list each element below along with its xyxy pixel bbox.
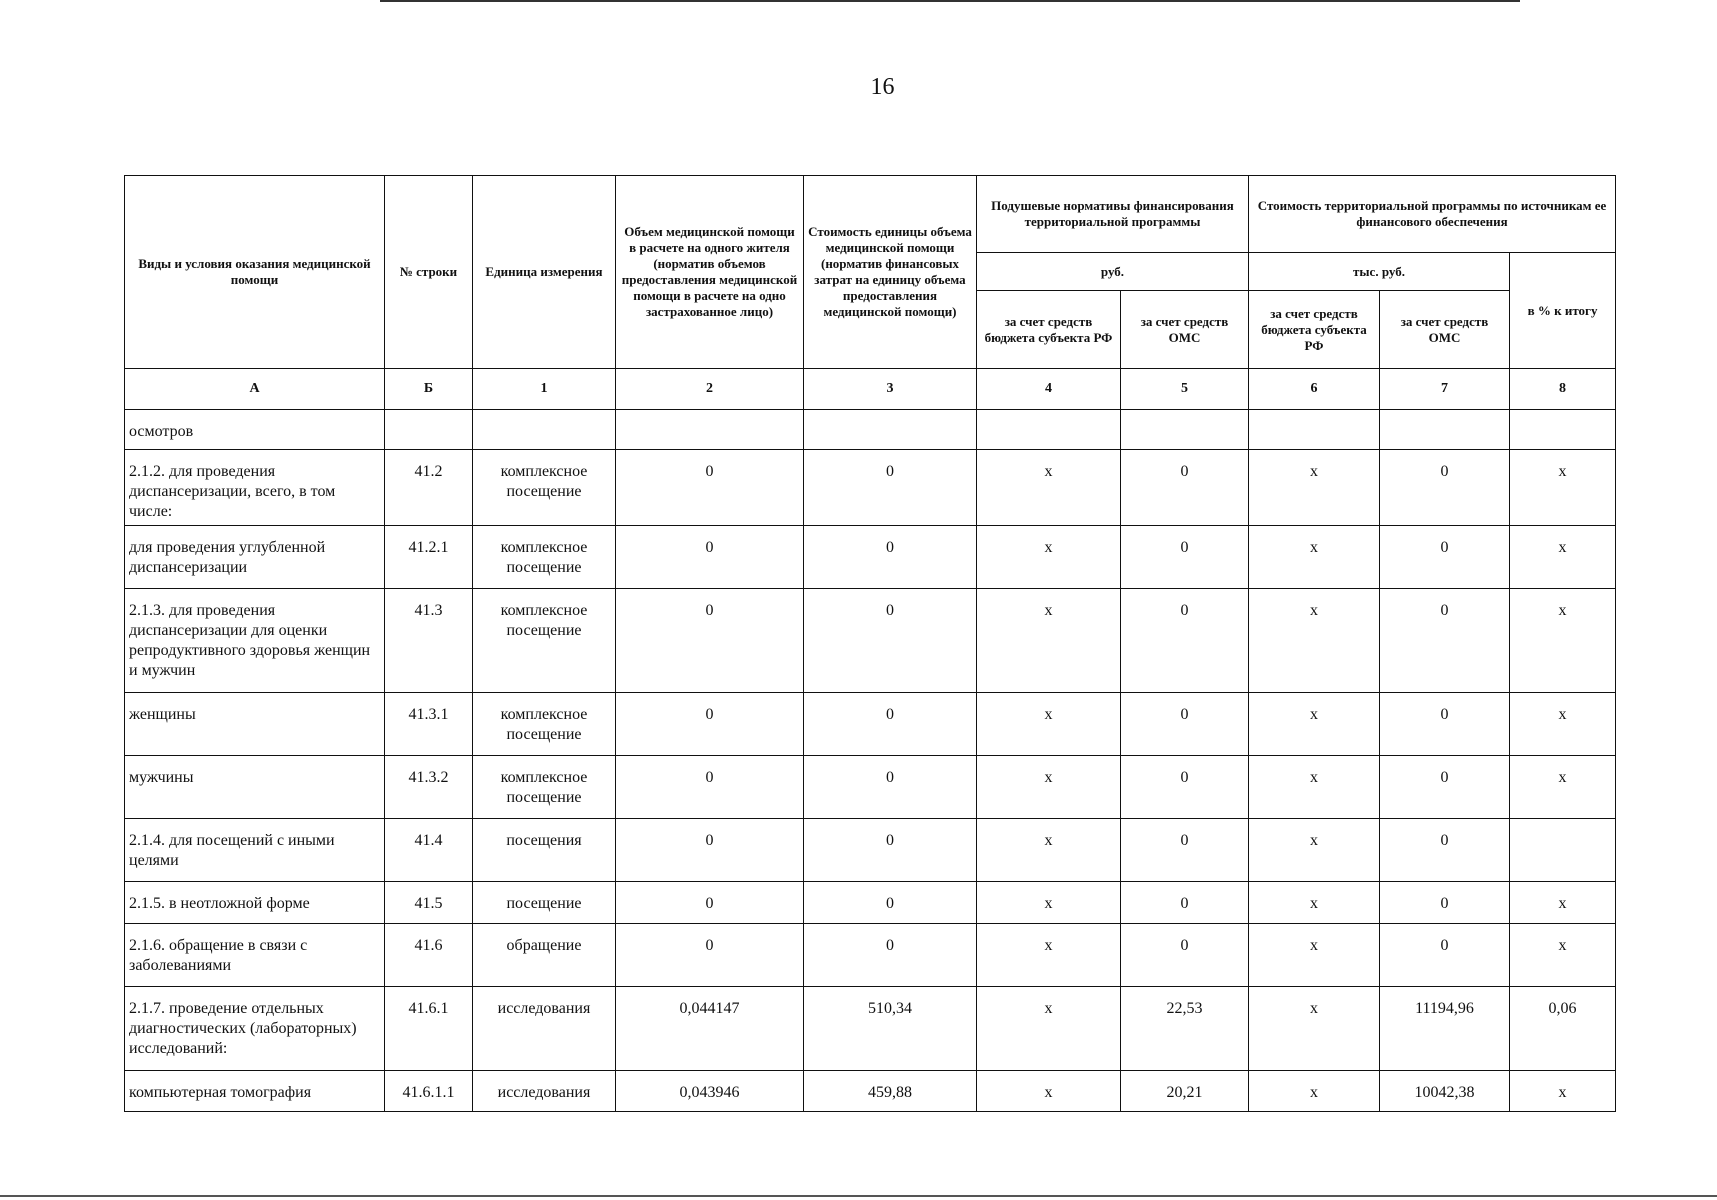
cell-budget-percapita: х bbox=[977, 882, 1121, 924]
cell-budget-percapita bbox=[977, 410, 1121, 450]
cell-unit: комплексное посещение bbox=[473, 693, 616, 756]
cell-name: 2.1.6. обращение в связи с заболеваниями bbox=[125, 924, 385, 987]
header-percapita: Подушевые нормативы финансирования территориальной программы bbox=[977, 176, 1249, 253]
cell-oms-cost: 0 bbox=[1380, 693, 1510, 756]
cell-percent: х bbox=[1510, 589, 1616, 693]
cell-percent: х bbox=[1510, 526, 1616, 589]
cell-budget-cost: х bbox=[1249, 589, 1380, 693]
table-row bbox=[125, 924, 1616, 987]
header-percent: в % к итогу bbox=[1510, 253, 1616, 369]
cell-oms-percapita: 0 bbox=[1121, 882, 1249, 924]
cell-name: женщины bbox=[125, 693, 385, 756]
cell-unit: комплексное посещение bbox=[473, 589, 616, 693]
cell-name: осмотров bbox=[125, 410, 385, 450]
cell-budget-cost: х bbox=[1249, 450, 1380, 526]
header-budget-a: за счет средств бюджета субъекта РФ bbox=[977, 291, 1121, 369]
cell-percent bbox=[1510, 819, 1616, 882]
cell-percent: х bbox=[1510, 924, 1616, 987]
column-index: 1 bbox=[473, 369, 616, 410]
column-index: 2 bbox=[616, 369, 804, 410]
cell-cost: 459,88 bbox=[804, 1071, 977, 1112]
cell-oms-percapita: 22,53 bbox=[1121, 987, 1249, 1071]
cell-row-no: 41.3.1 bbox=[385, 693, 473, 756]
cell-volume: 0 bbox=[616, 526, 804, 589]
header-oms-b: за счет средств ОМС bbox=[1380, 291, 1510, 369]
header-thous-rub: тыс. руб. bbox=[1249, 253, 1510, 291]
cell-budget-cost: х bbox=[1249, 987, 1380, 1071]
cell-oms-cost: 11194,96 bbox=[1380, 987, 1510, 1071]
cell-unit: комплексное посещение bbox=[473, 450, 616, 526]
cell-row-no: 41.5 bbox=[385, 882, 473, 924]
table-row bbox=[125, 589, 1616, 693]
cell-percent: х bbox=[1510, 693, 1616, 756]
cell-volume: 0 bbox=[616, 882, 804, 924]
cell-row-no: 41.6 bbox=[385, 924, 473, 987]
cell-volume: 0 bbox=[616, 924, 804, 987]
table-row bbox=[125, 410, 1616, 450]
table-row bbox=[125, 1071, 1616, 1112]
cell-budget-cost: х bbox=[1249, 924, 1380, 987]
cell-cost: 0 bbox=[804, 924, 977, 987]
cell-unit: обращение bbox=[473, 924, 616, 987]
header-unit: Единица измерения bbox=[473, 176, 616, 369]
cell-budget-cost: х bbox=[1249, 882, 1380, 924]
cell-row-no: 41.3 bbox=[385, 589, 473, 693]
cell-percent bbox=[1510, 410, 1616, 450]
cell-name: 2.1.5. в неотложной форме bbox=[125, 882, 385, 924]
cell-oms-cost: 0 bbox=[1380, 756, 1510, 819]
cell-volume: 0 bbox=[616, 693, 804, 756]
cell-oms-percapita: 0 bbox=[1121, 756, 1249, 819]
cell-oms-percapita: 0 bbox=[1121, 589, 1249, 693]
cell-percent: х bbox=[1510, 1071, 1616, 1112]
table-row bbox=[125, 450, 1616, 526]
cell-cost: 510,34 bbox=[804, 987, 977, 1071]
column-index: 6 bbox=[1249, 369, 1380, 410]
cell-unit: исследования bbox=[473, 1071, 616, 1112]
cell-volume: 0,043946 bbox=[616, 1071, 804, 1112]
column-index: 3 bbox=[804, 369, 977, 410]
cell-oms-percapita: 0 bbox=[1121, 924, 1249, 987]
cell-name: 2.1.3. для проведения диспансеризации для оценки репродуктивного здоровья женщин и мужчин bbox=[125, 589, 385, 693]
cell-row-no: 41.4 bbox=[385, 819, 473, 882]
table-row bbox=[125, 882, 1616, 924]
cell-name: 2.1.4. для посещений с иными целями bbox=[125, 819, 385, 882]
cell-budget-cost: х bbox=[1249, 1071, 1380, 1112]
cell-volume: 0 bbox=[616, 450, 804, 526]
cell-budget-cost: х bbox=[1249, 693, 1380, 756]
cell-oms-percapita bbox=[1121, 410, 1249, 450]
cell-oms-cost: 0 bbox=[1380, 450, 1510, 526]
table-row bbox=[125, 819, 1616, 882]
cell-budget-percapita: х bbox=[977, 819, 1121, 882]
cell-budget-percapita: х bbox=[977, 526, 1121, 589]
cell-oms-cost bbox=[1380, 410, 1510, 450]
cell-budget-cost: х bbox=[1249, 756, 1380, 819]
cell-row-no bbox=[385, 410, 473, 450]
column-index: 8 bbox=[1510, 369, 1616, 410]
cell-cost bbox=[804, 410, 977, 450]
cell-name: 2.1.2. для проведения диспансеризации, всего, в том числе: bbox=[125, 450, 385, 526]
cell-cost: 0 bbox=[804, 526, 977, 589]
header-row-no: № строки bbox=[385, 176, 473, 369]
cell-oms-percapita: 0 bbox=[1121, 819, 1249, 882]
cell-oms-percapita: 0 bbox=[1121, 526, 1249, 589]
cell-percent: х bbox=[1510, 450, 1616, 526]
cell-unit: комплексное посещение bbox=[473, 526, 616, 589]
table-row bbox=[125, 526, 1616, 589]
cell-oms-cost: 0 bbox=[1380, 819, 1510, 882]
cell-volume: 0 bbox=[616, 819, 804, 882]
header-program-cost: Стоимость территориальной программы по источникам ее финансового обеспечения bbox=[1249, 176, 1616, 253]
cell-budget-cost: х bbox=[1249, 819, 1380, 882]
cell-oms-percapita: 20,21 bbox=[1121, 1071, 1249, 1112]
cell-unit: комплексное посещение bbox=[473, 756, 616, 819]
cell-cost: 0 bbox=[804, 819, 977, 882]
cell-row-no: 41.2.1 bbox=[385, 526, 473, 589]
cell-unit bbox=[473, 410, 616, 450]
scan-edge-line-top bbox=[380, 0, 1520, 2]
cell-oms-percapita: 0 bbox=[1121, 450, 1249, 526]
cell-oms-cost: 10042,38 bbox=[1380, 1071, 1510, 1112]
cell-row-no: 41.6.1 bbox=[385, 987, 473, 1071]
cell-budget-percapita: х bbox=[977, 756, 1121, 819]
table-body bbox=[125, 410, 1616, 1112]
column-index: 7 bbox=[1380, 369, 1510, 410]
page-number: 16 bbox=[870, 74, 895, 100]
cell-cost: 0 bbox=[804, 450, 977, 526]
cell-budget-percapita: х bbox=[977, 693, 1121, 756]
cell-volume: 0 bbox=[616, 756, 804, 819]
cell-row-no: 41.3.2 bbox=[385, 756, 473, 819]
cell-oms-cost: 0 bbox=[1380, 882, 1510, 924]
cell-unit: исследования bbox=[473, 987, 616, 1071]
cell-budget-cost: х bbox=[1249, 526, 1380, 589]
column-index: 4 bbox=[977, 369, 1121, 410]
column-index: А bbox=[125, 369, 385, 410]
cell-cost: 0 bbox=[804, 693, 977, 756]
cell-cost: 0 bbox=[804, 882, 977, 924]
cell-budget-percapita: х bbox=[977, 1071, 1121, 1112]
cell-name: 2.1.7. проведение отдельных диагностических (лабораторных) исследований: bbox=[125, 987, 385, 1071]
cell-row-no: 41.6.1.1 bbox=[385, 1071, 473, 1112]
header-cost: Стоимость единицы объема медицинской помощи (норматив финансовых затрат на единицу объема предоставления медицинской помощи) bbox=[804, 176, 977, 369]
cell-volume: 0 bbox=[616, 589, 804, 693]
cell-percent: 0,06 bbox=[1510, 987, 1616, 1071]
table-row bbox=[125, 756, 1616, 819]
cell-budget-cost bbox=[1249, 410, 1380, 450]
header-types: Виды и условия оказания медицинской помощи bbox=[125, 176, 385, 369]
medical-care-table bbox=[124, 175, 1616, 1112]
header-budget-b: за счет средств бюджета субъекта РФ bbox=[1249, 291, 1380, 369]
cell-volume: 0,044147 bbox=[616, 987, 804, 1071]
cell-cost: 0 bbox=[804, 589, 977, 693]
cell-budget-percapita: х bbox=[977, 450, 1121, 526]
cell-unit: посещение bbox=[473, 882, 616, 924]
cell-percent: х bbox=[1510, 882, 1616, 924]
table-row bbox=[125, 693, 1616, 756]
header-oms-a: за счет средств ОМС bbox=[1121, 291, 1249, 369]
cell-budget-percapita: х bbox=[977, 987, 1121, 1071]
column-index: 5 bbox=[1121, 369, 1249, 410]
cell-unit: посещения bbox=[473, 819, 616, 882]
cell-name: для проведения углубленной диспансеризации bbox=[125, 526, 385, 589]
cell-oms-percapita: 0 bbox=[1121, 693, 1249, 756]
cell-oms-cost: 0 bbox=[1380, 589, 1510, 693]
cell-name: компьютерная томография bbox=[125, 1071, 385, 1112]
cell-oms-cost: 0 bbox=[1380, 924, 1510, 987]
cell-name: мужчины bbox=[125, 756, 385, 819]
cell-budget-percapita: х bbox=[977, 589, 1121, 693]
scan-edge-line-bottom bbox=[0, 1195, 1717, 1197]
cell-row-no: 41.2 bbox=[385, 450, 473, 526]
header-rub: руб. bbox=[977, 253, 1249, 291]
cell-cost: 0 bbox=[804, 756, 977, 819]
column-index: Б bbox=[385, 369, 473, 410]
cell-volume bbox=[616, 410, 804, 450]
cell-budget-percapita: х bbox=[977, 924, 1121, 987]
table-row bbox=[125, 987, 1616, 1071]
cell-percent: х bbox=[1510, 756, 1616, 819]
cell-oms-cost: 0 bbox=[1380, 526, 1510, 589]
header-volume: Объем медицинской помощи в расчете на одного жителя (норматив объемов предоставления медицинской помощи в расчете на одно застрахованное лицо) bbox=[616, 176, 804, 369]
